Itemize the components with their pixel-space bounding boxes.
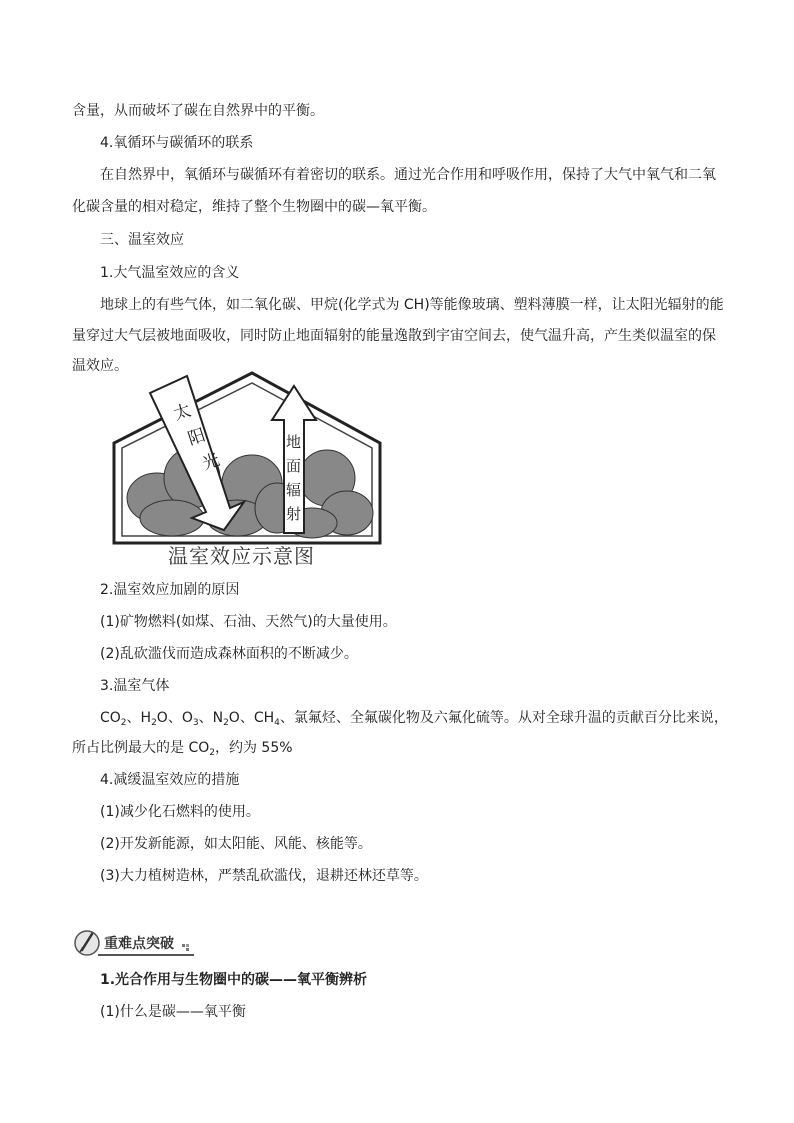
paragraph-line: 含量，从而破坏了碳在自然界中的平衡。 (72, 103, 324, 119)
subscript: 2 (151, 718, 157, 728)
text-part: CO (100, 710, 121, 726)
text-part: ，约为 55% (214, 740, 293, 756)
greenhouse-gases-line (72, 738, 293, 758)
subheading-measures: 4.减缓温室效应的措施 (100, 772, 240, 788)
subheading-causes: 2.温室效应加剧的原因 (100, 582, 240, 598)
subheading-meaning: 1.大气温室效应的含义 (100, 265, 240, 281)
paragraph-line: 化碳含量的相对稳定，维持了整个生物圈中的碳—氧平衡。 (72, 199, 436, 215)
figure-caption: 温室效应示意图 (168, 544, 315, 568)
sunlight-label-char: 光 (199, 450, 223, 475)
subscript: 2 (209, 748, 215, 758)
sunlight-label-char: 阳 (185, 425, 208, 450)
ground-radiation-label (286, 430, 301, 526)
breakthrough-heading: 1.光合作用与生物圈中的碳——氧平衡辨析 (100, 972, 368, 988)
text-part: O、CH (228, 710, 275, 726)
ground-label-char: 面 (286, 457, 302, 475)
paragraph-line: 地球上的有些气体，如二氧化碳、甲烷(化学式为 CH)等能像玻璃、塑料薄膜一样，让太阳光辐射的能 (100, 297, 724, 313)
subheading-oxygen-carbon-cycle: 4.氧循环与碳循环的联系 (100, 135, 254, 151)
sunlight-label-char: 太 (171, 400, 194, 425)
cause-item: (2)乱砍滥伐而造成森林面积的不断减少。 (100, 646, 358, 662)
text-part: 所占比例最大的是 CO (72, 740, 210, 756)
paragraph-line: 在自然界中，氧循环与碳循环有着密切的联系。通过光合作用和呼吸作用，保持了大气中氧气和二氧 (100, 167, 716, 183)
text-part: O、O (156, 710, 193, 726)
subscript: 2 (223, 718, 229, 728)
ground-label-char: 地 (286, 433, 302, 451)
breakthrough-subheading: (1)什么是碳——氧平衡 (100, 1004, 246, 1020)
text-part: 、N (198, 710, 224, 726)
ground-label-char: 辐 (286, 481, 302, 499)
text-part: 、氯氟烃、全氟碳化物及六氟化硫等。从对全球升温的贡献百分比来说， (279, 710, 728, 726)
subheading-greenhouse-gases: 3.温室气体 (100, 678, 170, 694)
greenhouse-effect-diagram (112, 358, 382, 570)
text-part: 、H (126, 710, 152, 726)
measure-item: (3)大力植树造林，严禁乱砍滥伐，退耕还林还草等。 (100, 868, 428, 884)
subscript: 4 (274, 718, 280, 728)
cause-item: (1)矿物燃料(如煤、石油、天然气)的大量使用。 (100, 614, 397, 630)
subscript: 3 (192, 718, 199, 728)
paragraph-line: 温效应。 (72, 358, 128, 374)
ground-label-char: 射 (286, 505, 302, 523)
measure-item: (1)减少化石燃料的使用。 (100, 804, 260, 820)
section-heading-greenhouse: 三、温室效应 (100, 232, 184, 248)
banner-label: 重难点突破 (104, 936, 174, 952)
subscript: 2 (120, 718, 127, 728)
greenhouse-gases-line (100, 708, 728, 728)
paragraph-line: 量穿过大气层被地面吸收，同时防止地面辐射的能量逸散到宇宙空间去，使气温升高，产生类似温室的保 (72, 328, 716, 344)
measure-item: (2)开发新能源，如太阳能、风能、核能等。 (100, 836, 372, 852)
